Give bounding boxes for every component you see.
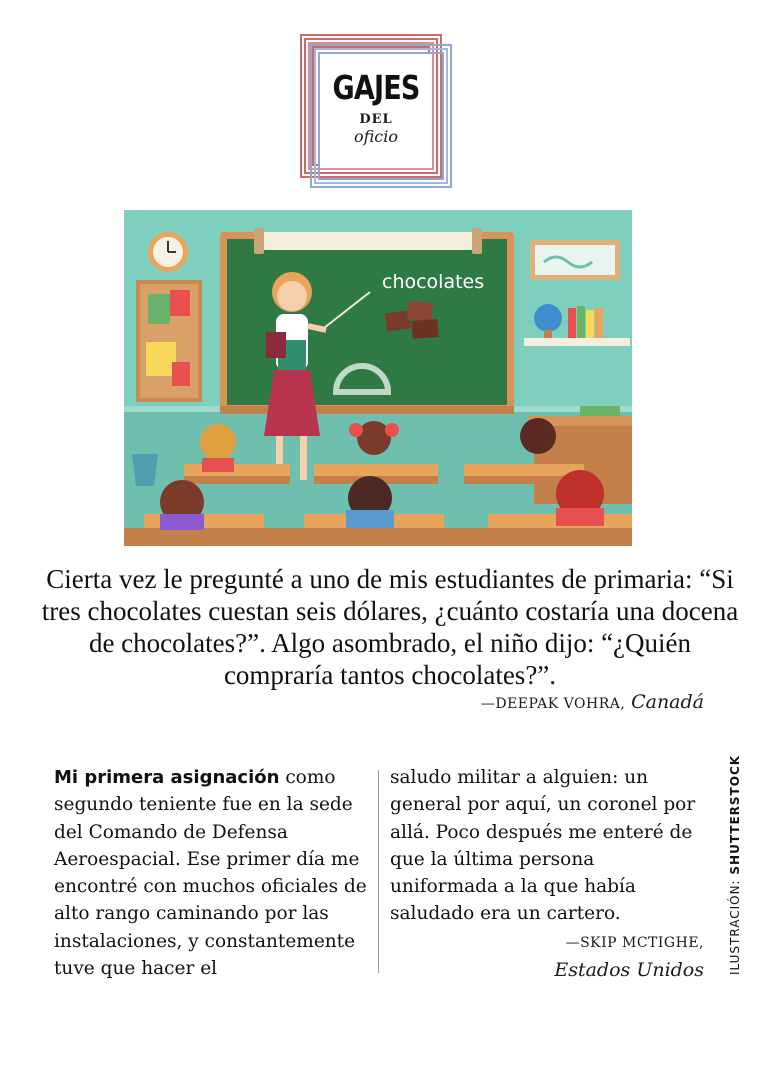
story-one-location: Canadá (631, 691, 704, 713)
chalkboard (220, 228, 514, 414)
classroom-illustration (124, 210, 632, 546)
story-one-text: Cierta vez le pregunté a uno de mis estudiantes de primaria: “Si tres chocolates cuestan seis dólares, ¿cuánto costaría una docena de chocolates?”. Algo asombrado, el niño dijo: “¿Quién compraría tantos chocolates?”. (41, 564, 739, 690)
column-divider (378, 770, 379, 973)
section-del: DEL (359, 112, 393, 127)
story-two-lead: Mi primera asignación (54, 767, 280, 788)
section-title: GAJES (332, 68, 420, 107)
credit-label: ILUSTRACIÓN: (728, 874, 742, 975)
clock-icon (148, 232, 188, 272)
section-subtitle: oficio (353, 127, 398, 146)
story-two-location: Estados Unidos (554, 959, 704, 981)
story-two-column-one (54, 764, 369, 982)
story-two-col2-text: saludo militar a alguien: un general por aquí, un coronel por allá. Poco después me enteré de que la última persona uniformada a la que había saludado era un cartero. (390, 767, 696, 925)
story-one-author: —DEEPAK VOHRA, (480, 696, 626, 712)
logo-inner (320, 54, 432, 168)
story-two-col1-text: como segundo teniente fue en la sede del Comando de Defensa Aeroespacial. Ese primer día me encontré con muchos oficiales de alto rango caminando por las instalaciones, y constantemente tuve que hacer el (54, 767, 367, 980)
credit-source: SHUTTERSTOCK (728, 754, 742, 875)
story-two-column-two (390, 764, 708, 928)
story-two-byline (554, 930, 704, 984)
wall-picture (530, 240, 620, 280)
story-one-byline (481, 691, 704, 713)
section-logo (300, 34, 452, 188)
cork-board (136, 280, 202, 402)
illustration-credit (728, 755, 742, 975)
board-word: chocolates (382, 271, 485, 293)
story-two-author: —SKIP MCTIGHE, (565, 935, 704, 951)
